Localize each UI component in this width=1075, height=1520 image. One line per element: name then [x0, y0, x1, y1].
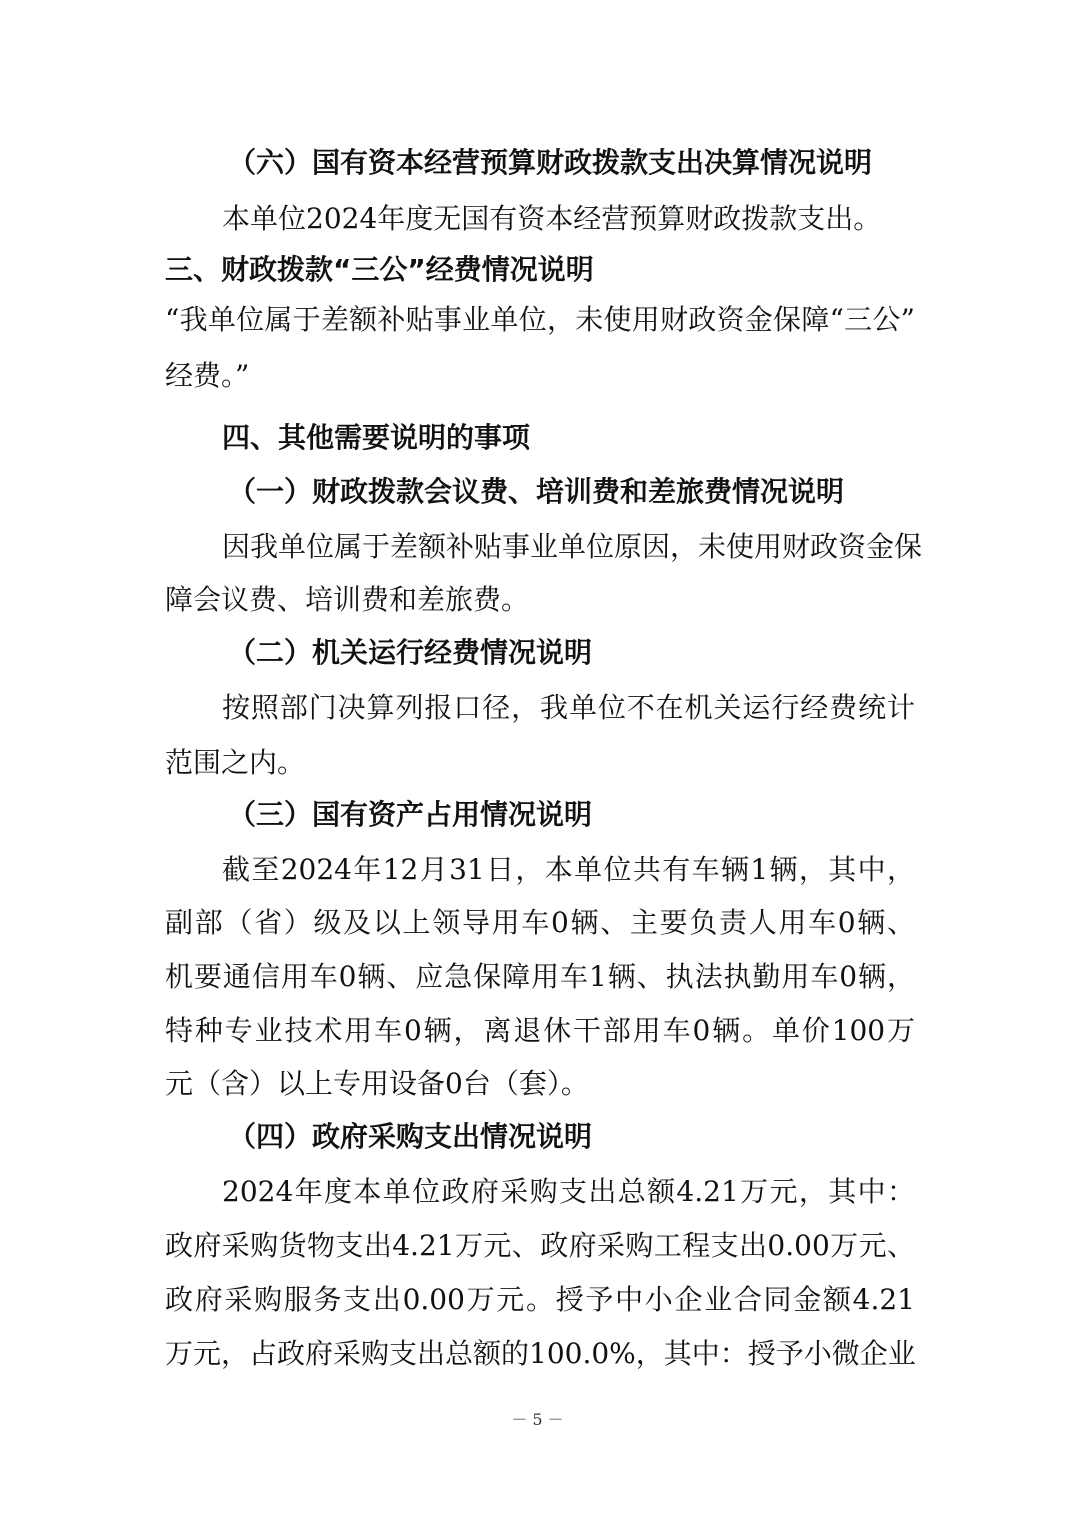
sub3-body-line-4: 特种专业技术用车0辆，离退休干部用车0辆。单价100万 [165, 1014, 915, 1047]
sub3-body-line-5: 元（含）以上专用设备0台（套）。 [165, 1067, 589, 1100]
sub1-heading: （一）财政拨款会议费、培训费和差旅费情况说明 [228, 475, 845, 508]
sub2-body-line-1: 按照部门决算列报口径，我单位不在机关运行经费统计 [222, 691, 915, 724]
sub1-body-line-1: 因我单位属于差额补贴事业单位原因，未使用财政资金保 [222, 530, 923, 563]
section-six-heading: （六）国有资本经营预算财政拨款支出决算情况说明 [228, 146, 873, 179]
sub4-body-line-1: 2024年度本单位政府采购支出总额4.21万元，其中： [222, 1175, 915, 1208]
sub4-heading: （四）政府采购支出情况说明 [228, 1120, 593, 1153]
sub2-body-line-2: 范围之内。 [165, 746, 306, 779]
sub3-body-line-3: 机要通信用车0辆、应急保障用车1辆、执法执勤用车0辆， [165, 960, 915, 993]
section-three-body-line-2: 经费。” [165, 359, 250, 392]
section-three-body-line-1: “我单位属于差额补贴事业单位，未使用财政资金保障“三公” [165, 303, 915, 336]
sub4-body-line-3: 政府采购服务支出0.00万元。授予中小企业合同金额4.21 [165, 1283, 915, 1316]
sub3-heading: （三）国有资产占用情况说明 [228, 798, 593, 831]
section-four-heading: 四、其他需要说明的事项 [222, 421, 531, 454]
sub1-body-line-2: 障会议费、培训费和差旅费。 [165, 583, 530, 616]
sub3-body-line-2: 副部（省）级及以上领导用车0辆、主要负责人用车0辆、 [165, 906, 915, 939]
page-number: － 5 － [511, 1410, 564, 1429]
section-three-heading: 三、财政拨款“三公”经费情况说明 [165, 253, 594, 286]
sub4-body-line-4: 万元，占政府采购支出总额的100.0%，其中：授予小微企业 [165, 1337, 916, 1370]
section-six-body: 本单位2024年度无国有资本经营预算财政拨款支出。 [222, 202, 882, 235]
sub3-body-line-1: 截至2024年12月31日，本单位共有车辆1辆，其中， [222, 853, 915, 886]
sub4-body-line-2: 政府采购货物支出4.21万元、政府采购工程支出0.00万元、 [165, 1229, 915, 1262]
sub2-heading: （二）机关运行经费情况说明 [228, 636, 593, 669]
